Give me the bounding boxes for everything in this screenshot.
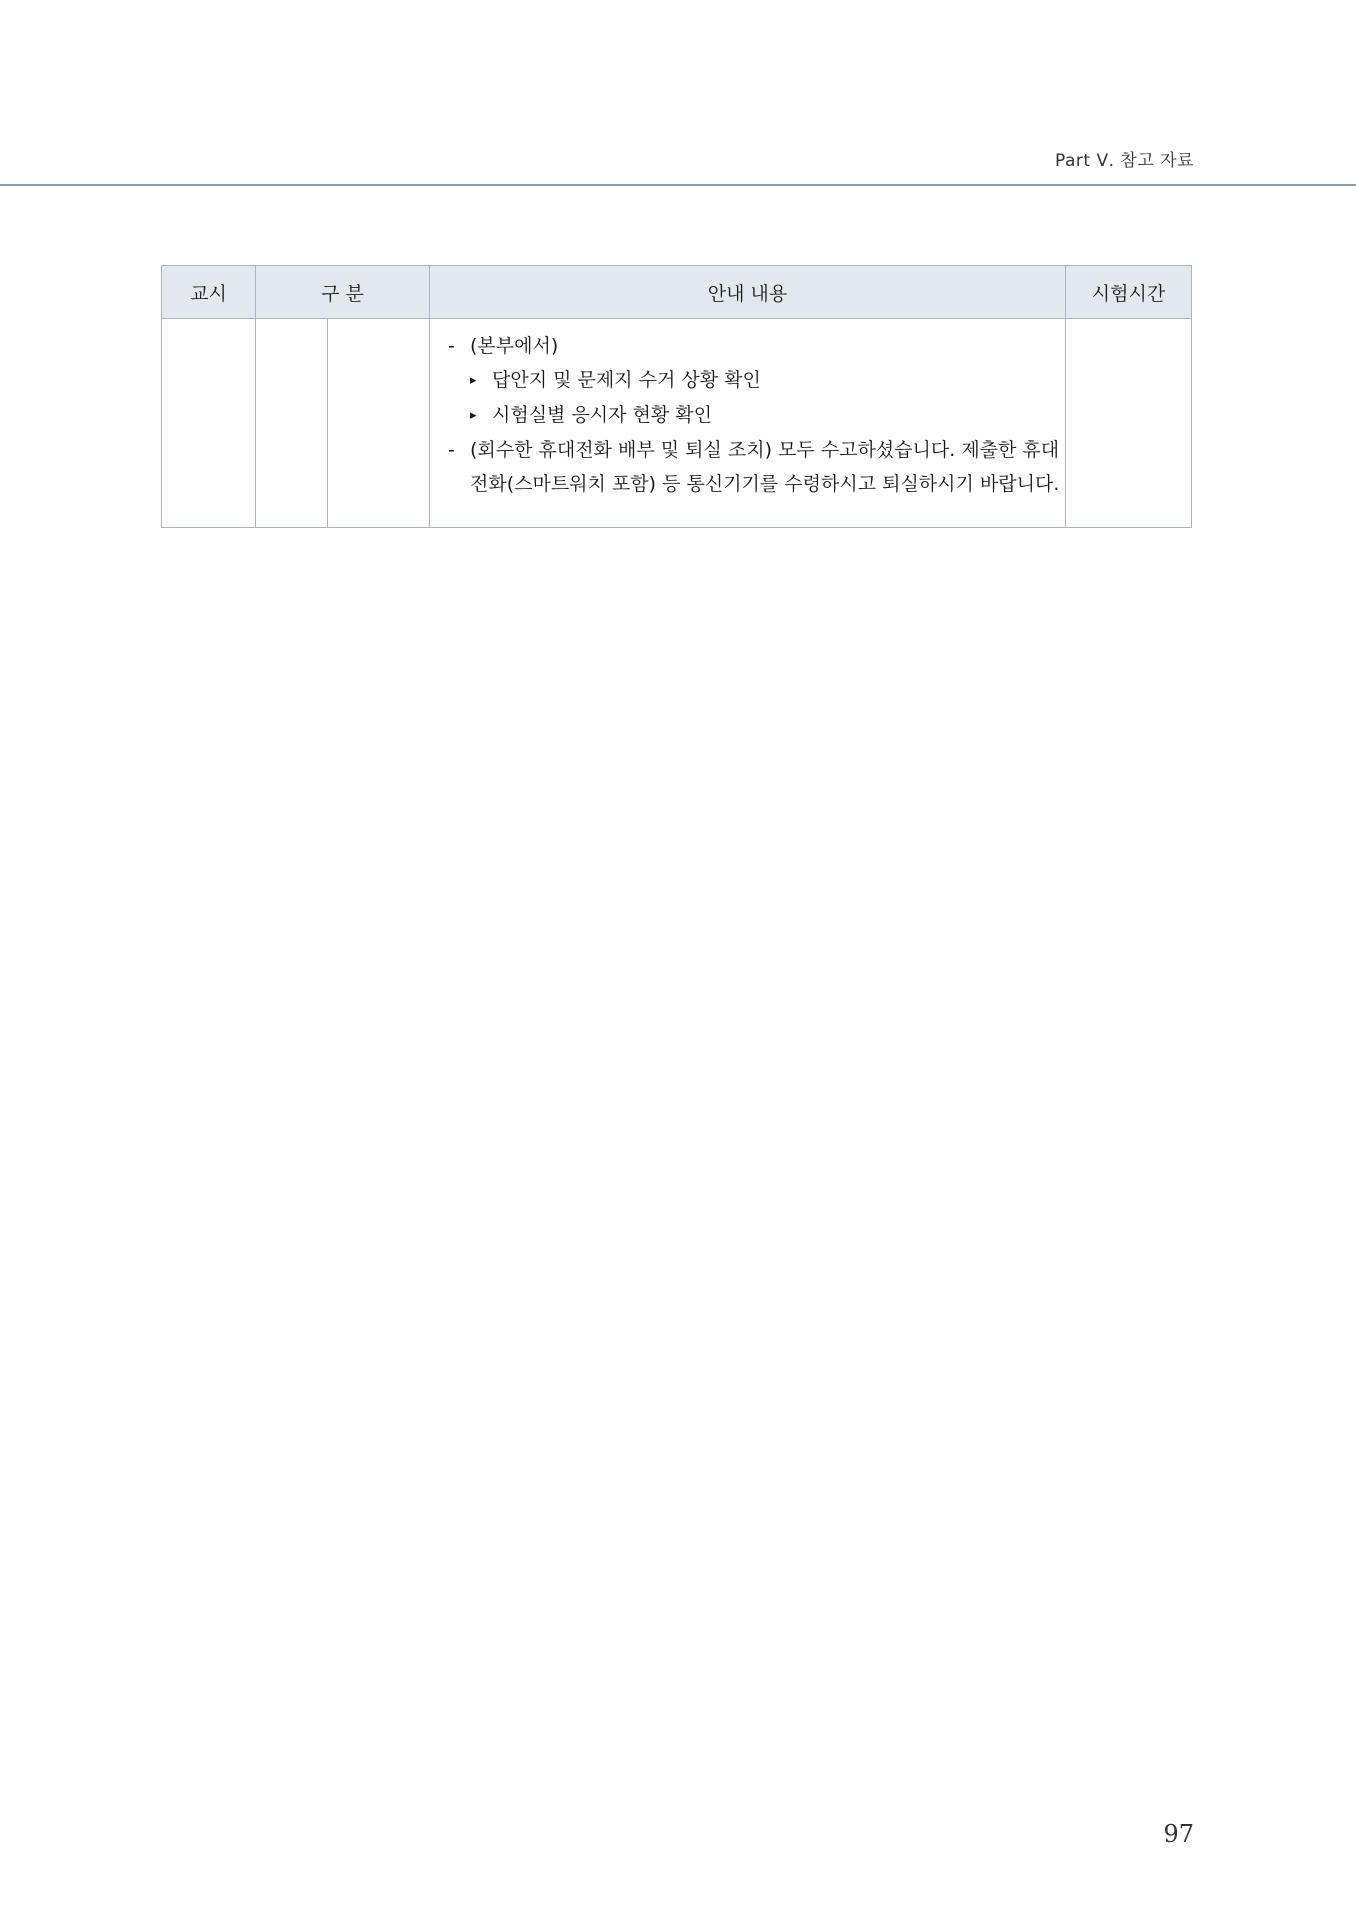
dash-marker: - bbox=[448, 335, 455, 357]
guidance-continuation: 전화(스마트워치 포함) 등 통신기기를 수령하시고 퇴실하시기 바랍니다. bbox=[470, 473, 1060, 495]
running-header: Part Ⅴ. 참고 자료 bbox=[1055, 151, 1194, 171]
guidance-text: 답안지 및 문제지 수거 상황 확인 bbox=[492, 369, 761, 391]
column-header-exam-time: 시험시간 bbox=[1066, 266, 1192, 319]
period-cell bbox=[162, 319, 256, 528]
guide-table bbox=[161, 265, 1192, 528]
guidance-text: (본부에서) bbox=[470, 335, 559, 357]
column-header-guidance: 안내 내용 bbox=[430, 266, 1066, 319]
exam-time-cell bbox=[1066, 319, 1192, 528]
table-row bbox=[162, 319, 1192, 528]
guidance-line bbox=[448, 433, 1060, 467]
table-header-row bbox=[162, 266, 1192, 319]
guidance-subline bbox=[448, 363, 1047, 398]
category-main-cell bbox=[256, 319, 328, 528]
guidance-cell bbox=[430, 319, 1066, 528]
dash-marker: - bbox=[448, 439, 455, 461]
category-sub-cell bbox=[328, 319, 430, 528]
guidance-subline bbox=[448, 398, 1047, 433]
column-header-category: 구 분 bbox=[256, 266, 430, 319]
header-rule bbox=[0, 184, 1356, 186]
column-header-period: 교시 bbox=[162, 266, 256, 319]
guidance-text: 시험실별 응시자 현황 확인 bbox=[492, 404, 713, 426]
guidance-text: (회수한 휴대전화 배부 및 퇴실 조치) 모두 수고하셨습니다. 제출한 휴대 bbox=[470, 439, 1060, 461]
page-number: 97 bbox=[1163, 1820, 1194, 1848]
guidance-line bbox=[448, 329, 1047, 363]
triangle-bullet-icon: ▸ bbox=[470, 373, 477, 388]
triangle-bullet-icon: ▸ bbox=[470, 408, 477, 423]
